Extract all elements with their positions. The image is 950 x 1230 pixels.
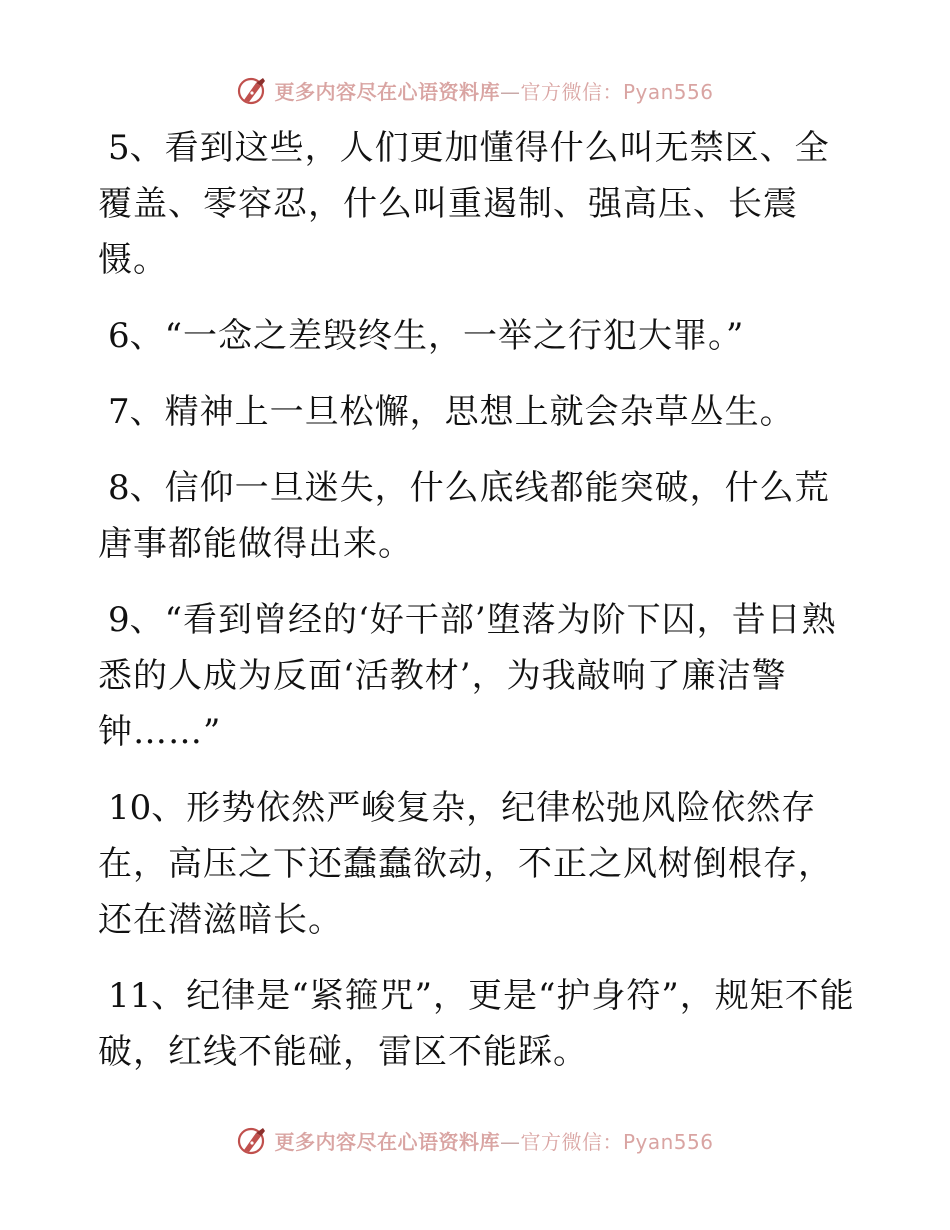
- watermark-dash: —: [499, 1129, 521, 1154]
- watermark-main-text: 更多内容尽在心语资料库: [274, 79, 500, 104]
- paragraph-text: 、形势依然严峻复杂，纪律松弛风险依然存在，高压之下还蠢蠢欲动，不正之风树倒根存，还在潜滋暗长。: [98, 788, 833, 940]
- paragraph-text: 、看到这些，人们更加懂得什么叫无禁区、全覆盖、零容忍，什么叫重遏制、强高压、长震慑。: [98, 128, 830, 280]
- watermark-main-text: 更多内容尽在心语资料库: [274, 1129, 500, 1154]
- paragraph-11: [98, 968, 858, 1080]
- pen-nib-logo-icon: [236, 1124, 268, 1156]
- paragraph-text: 、“一念之差毁终生，一举之行犯大罪。”: [129, 316, 745, 356]
- watermark-text: [274, 1126, 713, 1155]
- paragraph-text: 、纪律是“紧箍咒”，更是“护身符”，规矩不能破，红线不能碰，雷区不能踩。: [98, 976, 855, 1072]
- paragraph-6: [98, 308, 858, 364]
- watermark-text: [274, 76, 713, 105]
- watermark-dash: —: [499, 79, 521, 104]
- paragraph-7: [98, 384, 858, 440]
- paragraph-8: [98, 460, 858, 572]
- paragraph-number: 5: [108, 128, 130, 168]
- paragraph-number: 10: [108, 788, 152, 828]
- paragraph-10: [98, 780, 858, 948]
- paragraph-text: 、精神上一旦松懈，思想上就会杂草丛生。: [129, 392, 795, 432]
- watermark-wechat-text: 官方微信：Pyan556: [520, 79, 714, 104]
- footer-watermark: [0, 1122, 950, 1158]
- paragraph-text: 、“看到曾经的‘好干部’堕落为阶下囚，昔日熟悉的人成为反面‘活教材’，为我敲响了廉洁警钟……”: [98, 600, 837, 752]
- paragraph-number: 8: [108, 468, 130, 508]
- paragraph-number: 11: [108, 976, 152, 1016]
- paragraph-number: 7: [108, 392, 130, 432]
- pen-nib-logo-icon: [236, 74, 268, 106]
- watermark-wechat-text: 官方微信：Pyan556: [520, 1129, 714, 1154]
- header-watermark: [0, 72, 950, 108]
- document-body: [98, 120, 858, 1100]
- paragraph-9: [98, 592, 858, 760]
- paragraph-5: [98, 120, 858, 288]
- paragraph-number: 9: [108, 600, 130, 640]
- paragraph-text: 、信仰一旦迷失，什么底线都能突破，什么荒唐事都能做得出来。: [98, 468, 830, 564]
- paragraph-number: 6: [108, 316, 130, 356]
